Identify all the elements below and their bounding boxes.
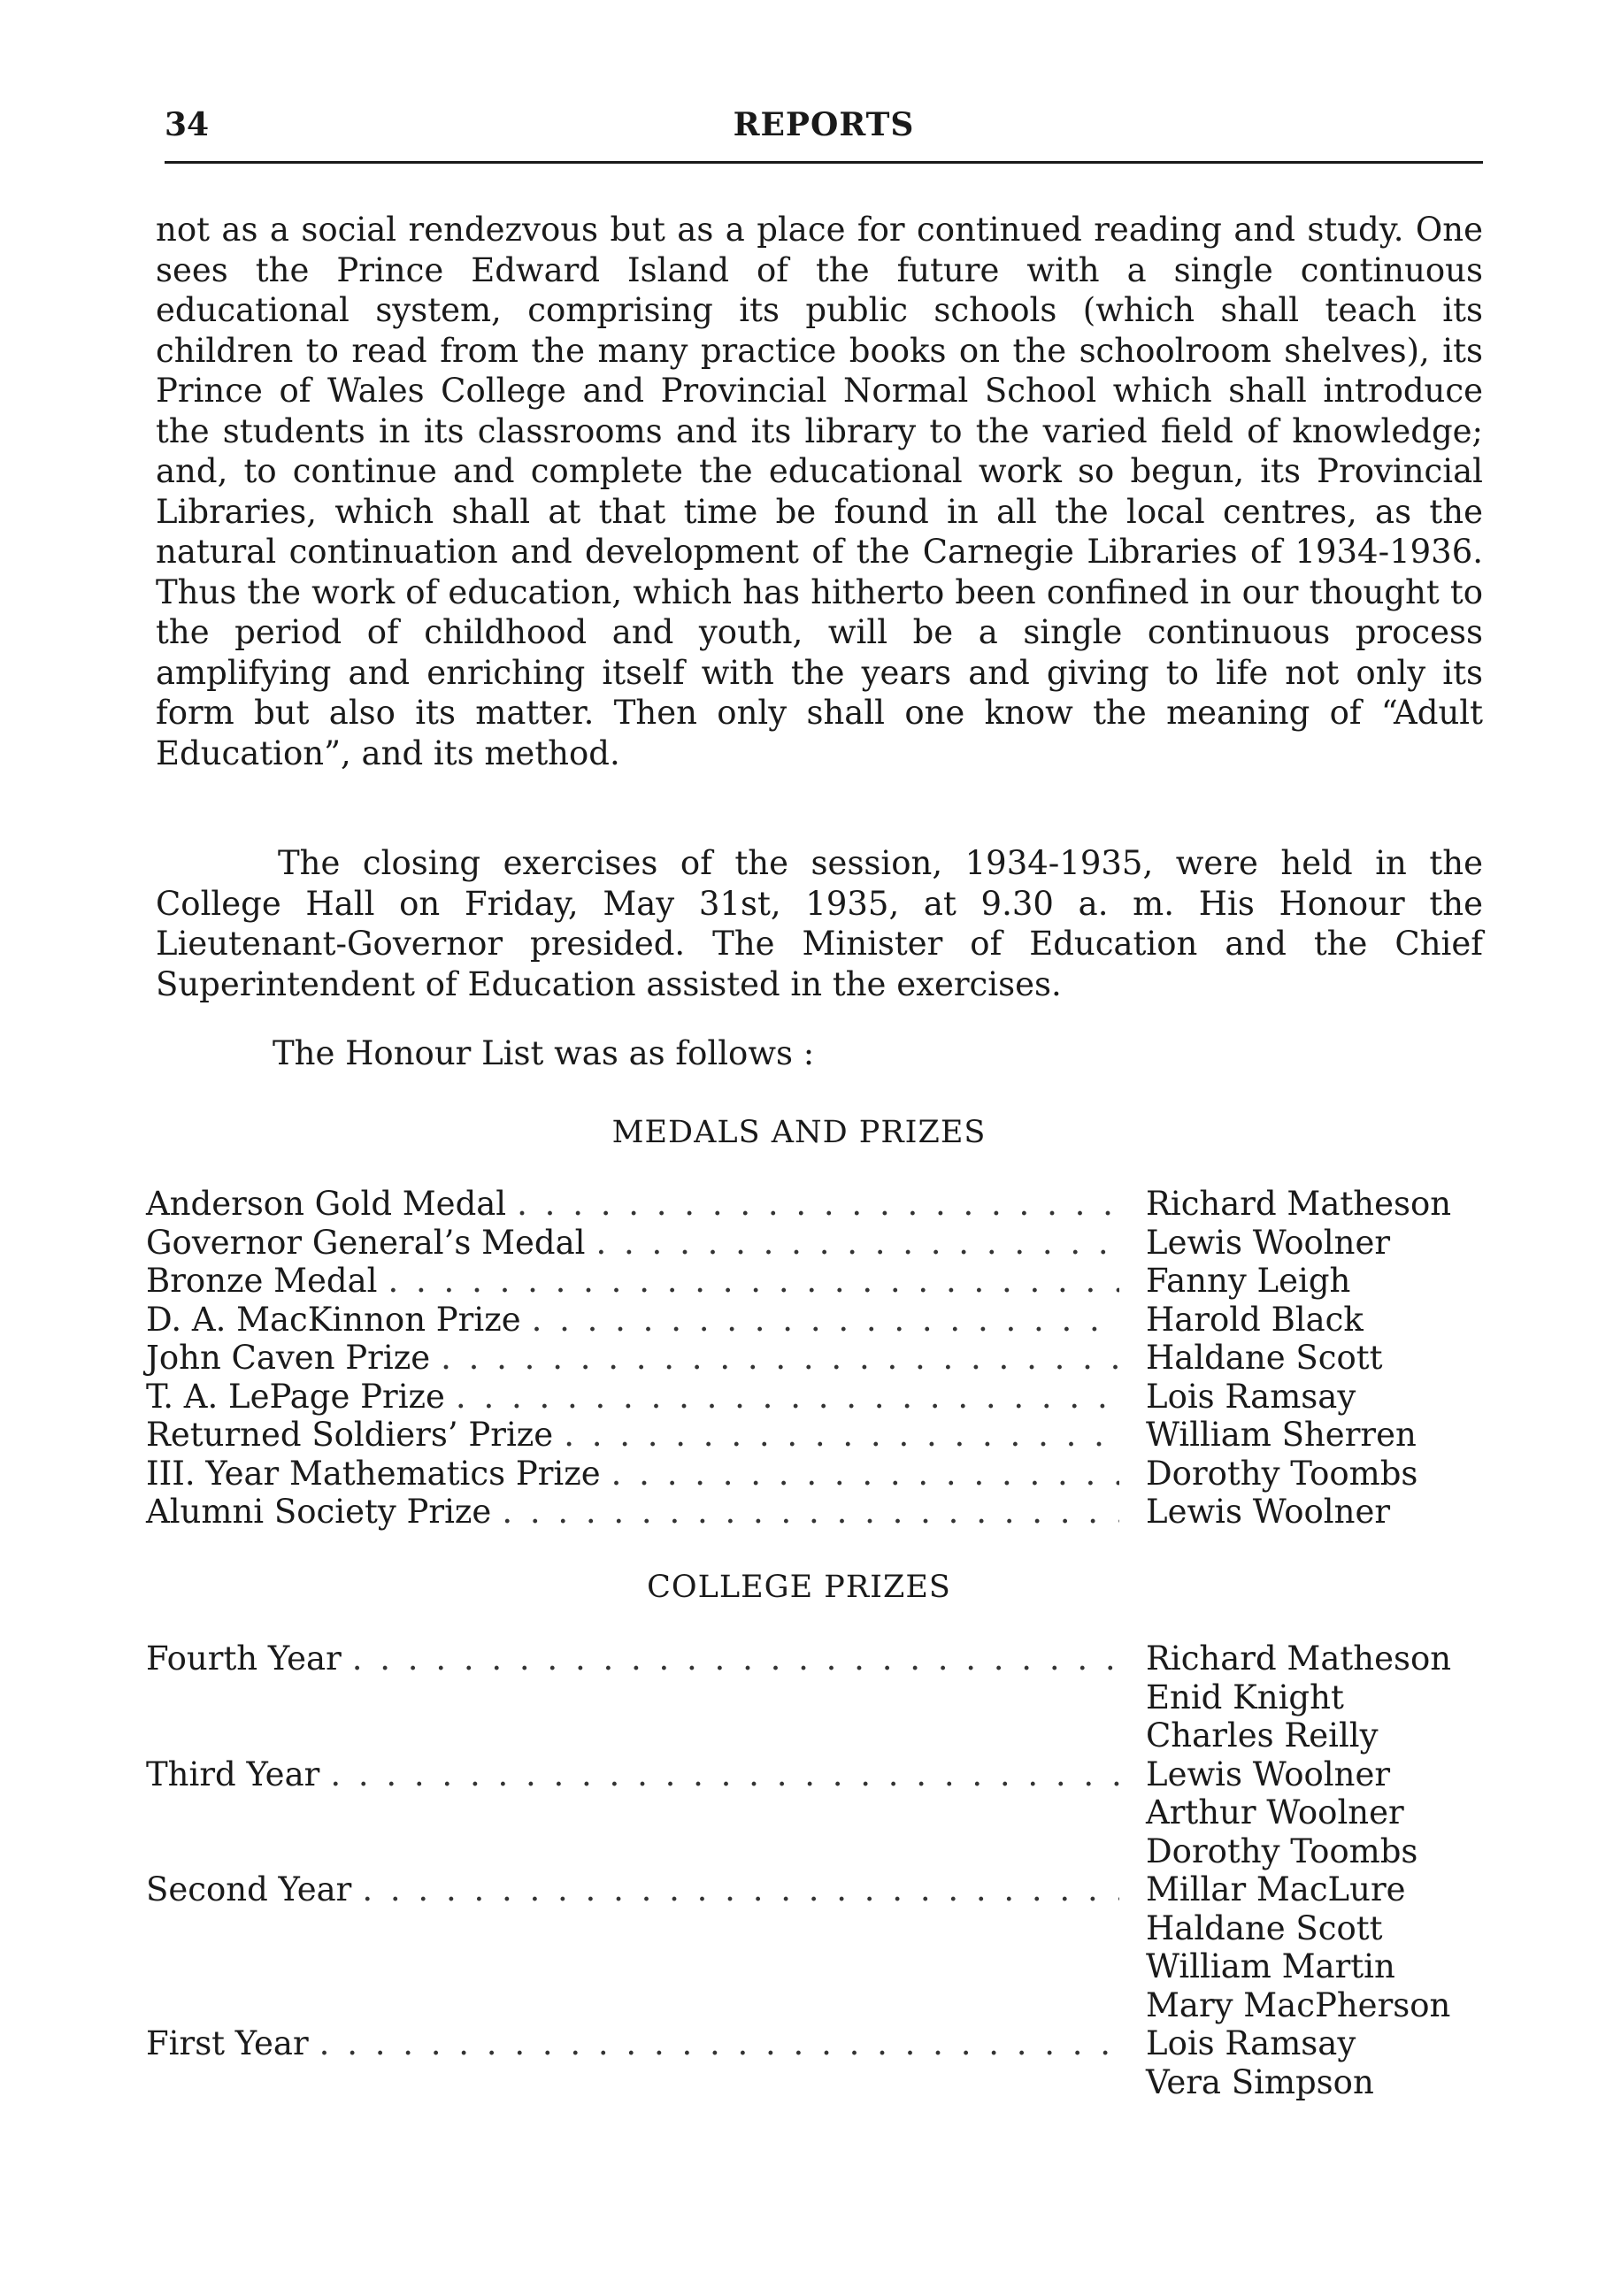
list-item bbox=[146, 1678, 1473, 1717]
year-label: Second Year bbox=[146, 1870, 352, 1908]
medals-and-prizes-list bbox=[146, 1185, 1473, 1532]
page-number: 34 bbox=[165, 106, 210, 143]
paragraph: not as a social rendezvous but as a place for continued reading and study. One sees the Prince Edward Island of the future with a single continuous educational system, comprising its public schools (which shall teach its children to read from the many practice books on the schoolroom shelves), its Prince of Wales College and Provincial Normal School which shall introduce the students in its classrooms and its library to the varied field of knowledge; and, to continue and complete the educational work so begun, its Provincial Libraries, which shall at that time be found in all the local centres, as the natural continuation and development of the Carnegie Libraries of 1934-1936. Thus the work of education, which has hitherto been confined in our thought to the period of childhood and youth, will be a single continuous process amplifying and enriching itself with the years and giving to life not only its form but also its matter. Then only shall one know the meaning of “Adult Education”, and its method. bbox=[156, 211, 1483, 772]
list-item bbox=[146, 1339, 1473, 1378]
header-rule bbox=[165, 161, 1483, 164]
winner-name: Millar MacLure bbox=[1146, 1870, 1406, 1908]
winner-name: Lois Ramsay bbox=[1146, 1377, 1356, 1416]
winner-name: Dorothy Toombs bbox=[1146, 1831, 1418, 1870]
dot-leader bbox=[596, 1224, 1119, 1263]
winner-name: Lois Ramsay bbox=[1146, 2024, 1356, 2062]
winner-name: Richard Matheson bbox=[1146, 1639, 1452, 1678]
list-item bbox=[146, 1793, 1473, 1832]
list-item bbox=[146, 1832, 1473, 1871]
page-header bbox=[165, 106, 1483, 156]
list-item bbox=[146, 1378, 1473, 1417]
prize-name: Anderson Gold Medal bbox=[146, 1185, 507, 1223]
section-heading-college-prizes: COLLEGE PRIZES bbox=[647, 1570, 951, 1605]
list-item bbox=[146, 1493, 1473, 1532]
list-item bbox=[146, 1639, 1473, 1678]
winner-name: William Sherren bbox=[1146, 1416, 1417, 1454]
dot-leader bbox=[362, 1870, 1119, 1909]
winner-name: Lewis Woolner bbox=[1146, 1493, 1391, 1531]
dot-leader bbox=[441, 1339, 1119, 1378]
year-label: Third Year bbox=[146, 1755, 320, 1793]
paragraph: The closing exercises of the session, 1934-1935, were held in the College Hall on Friday, May 31st, 1935, at 9.30 a. m. His Honour the Lieutenant-Governor presided. The Minister of Education and the Chief Superintendent of Education assisted in the exercises. bbox=[156, 844, 1483, 1003]
list-item bbox=[146, 1947, 1473, 1986]
winner-name: Vera Simpson bbox=[1146, 2062, 1374, 2101]
list-item bbox=[146, 1301, 1473, 1340]
dot-leader bbox=[352, 1639, 1119, 1678]
winner-name: Enid Knight bbox=[1146, 1678, 1344, 1716]
list-item bbox=[146, 2063, 1473, 2102]
prize-name: John Caven Prize bbox=[146, 1339, 431, 1377]
list-item bbox=[146, 1224, 1473, 1263]
dot-leader bbox=[564, 1416, 1119, 1455]
running-head: REPORTS bbox=[733, 106, 915, 143]
winner-name: Haldane Scott bbox=[1146, 1339, 1383, 1377]
winner-name: Dorothy Toombs bbox=[1146, 1454, 1418, 1493]
paragraph: The Honour List was as follows : bbox=[273, 1034, 815, 1072]
list-item bbox=[146, 1870, 1473, 1909]
winner-name: Harold Black bbox=[1146, 1300, 1364, 1339]
list-item bbox=[146, 1416, 1473, 1455]
winner-name: Lewis Woolner bbox=[1146, 1755, 1391, 1793]
list-item bbox=[146, 1986, 1473, 2025]
winner-name: Haldane Scott bbox=[1146, 1908, 1383, 1947]
dot-leader bbox=[532, 1301, 1119, 1340]
section-heading-medals-and-prizes: MEDALS AND PRIZES bbox=[611, 1115, 987, 1150]
prize-name: Alumni Society Prize bbox=[146, 1493, 492, 1531]
college-prizes-list bbox=[146, 1639, 1473, 2101]
list-item bbox=[146, 1755, 1473, 1794]
dot-leader bbox=[319, 2024, 1119, 2063]
prize-name: D. A. MacKinnon Prize bbox=[146, 1300, 521, 1339]
year-label: First Year bbox=[146, 2024, 309, 2062]
winner-name: Lewis Woolner bbox=[1146, 1223, 1391, 1262]
dot-leader bbox=[388, 1262, 1120, 1301]
list-item bbox=[146, 1262, 1473, 1301]
dot-leader bbox=[611, 1455, 1119, 1494]
winner-name: Richard Matheson bbox=[1146, 1185, 1452, 1223]
year-label: Fourth Year bbox=[146, 1639, 342, 1678]
winner-name: Charles Reilly bbox=[1146, 1716, 1379, 1755]
winner-name: Mary MacPherson bbox=[1146, 1985, 1451, 2024]
list-item bbox=[146, 2024, 1473, 2063]
list-item bbox=[146, 1455, 1473, 1494]
prize-name: T. A. LePage Prize bbox=[146, 1377, 445, 1416]
list-item bbox=[146, 1716, 1473, 1755]
winner-name: William Martin bbox=[1146, 1947, 1395, 1985]
dot-leader bbox=[502, 1493, 1119, 1532]
list-item bbox=[146, 1185, 1473, 1224]
dot-leader bbox=[330, 1755, 1119, 1794]
winner-name: Arthur Woolner bbox=[1146, 1793, 1404, 1831]
list-item bbox=[146, 1909, 1473, 1948]
prize-name: Bronze Medal bbox=[146, 1262, 378, 1300]
winner-name: Fanny Leigh bbox=[1146, 1262, 1351, 1300]
prize-name: Returned Soldiers’ Prize bbox=[146, 1416, 554, 1454]
prize-name: Governor General’s Medal bbox=[146, 1223, 586, 1262]
dot-leader bbox=[517, 1185, 1119, 1224]
dot-leader bbox=[456, 1378, 1119, 1417]
prize-name: III. Year Mathematics Prize bbox=[146, 1454, 601, 1493]
